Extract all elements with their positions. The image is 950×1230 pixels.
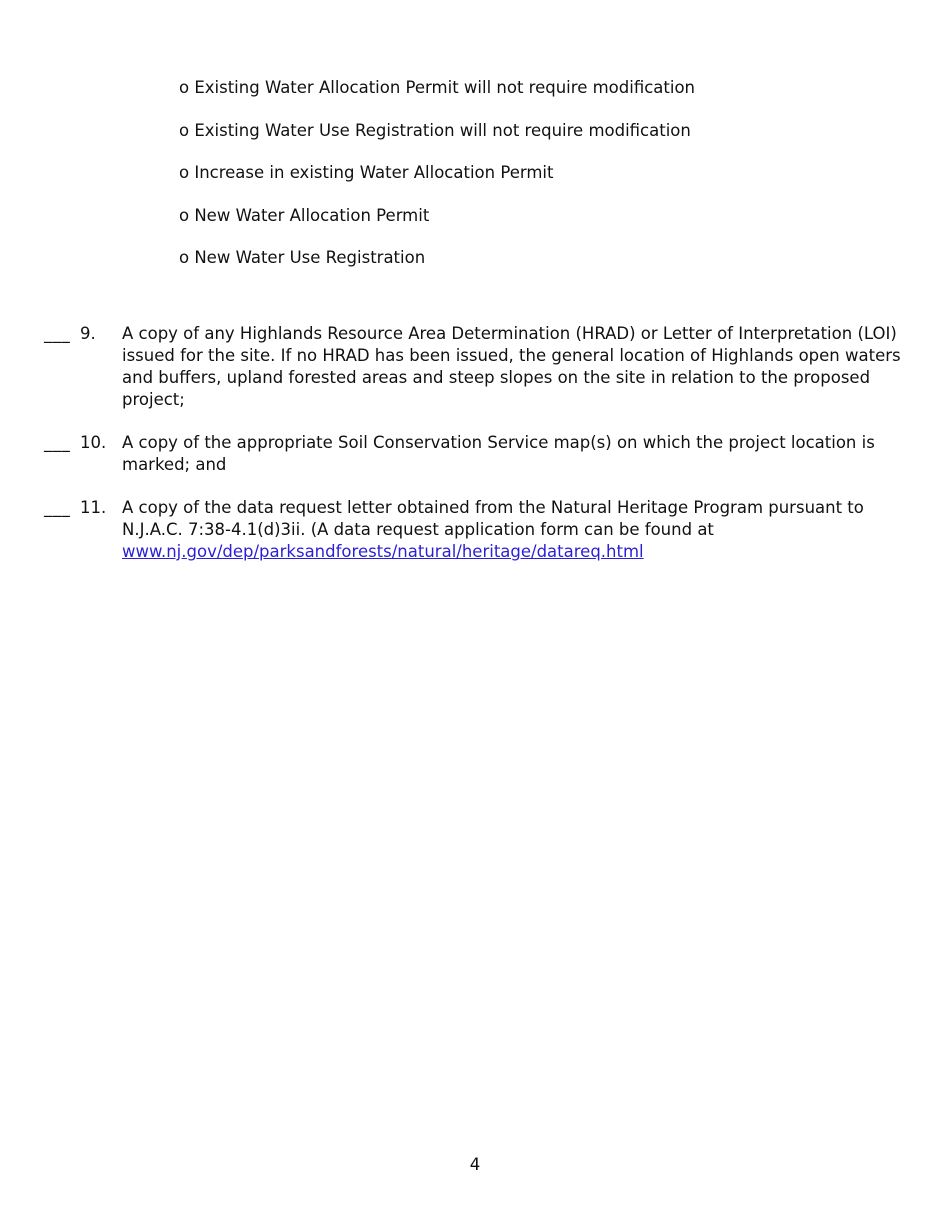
item-text: A copy of the appropriate Soil Conservation Service map(s) on which the project location is marked; and — [122, 433, 875, 474]
item-text: A copy of the data request letter obtained from the Natural Heritage Program pursuant to N.J.A.C. 7:38-4.1(d)3ii. (A data request application form can be found at — [122, 498, 864, 539]
checklist-item-10 — [44, 432, 914, 476]
checklist-item-9 — [44, 323, 914, 411]
checklist-item-11 — [44, 497, 914, 563]
option-existing-allocation-permit: o Existing Water Allocation Permit will not require modification — [179, 78, 695, 97]
checkbox-blank: ___ — [44, 324, 71, 343]
item-number: 9. — [80, 324, 96, 343]
item-number: 10. — [80, 433, 107, 452]
water-permit-options — [179, 77, 879, 290]
item-text: A copy of any Highlands Resource Area Determination (HRAD) or Letter of Interpretation (LOI) issued for the site. If no HRAD has been issued, the general location of Highlands open waters and buffers, upland forested areas and steep slopes on the site in relation to the proposed project; — [122, 324, 901, 409]
checkbox-blank: ___ — [44, 498, 71, 517]
page-number: 4 — [469, 1155, 481, 1174]
option-new-use-registration: o New Water Use Registration — [179, 248, 426, 267]
option-increase-allocation-permit: o Increase in existing Water Allocation Permit — [179, 163, 554, 182]
natural-heritage-datareq-link[interactable]: www.nj.gov/dep/parksandforests/natural/heritage/datareq.html — [122, 542, 644, 561]
option-existing-use-registration: o Existing Water Use Registration will not require modification — [179, 120, 691, 140]
option-new-allocation-permit: o New Water Allocation Permit — [179, 205, 430, 225]
item-number: 11. — [80, 498, 107, 517]
checkbox-blank: ___ — [44, 433, 71, 452]
item-text-block — [122, 497, 914, 563]
checklist-items — [44, 323, 914, 584]
